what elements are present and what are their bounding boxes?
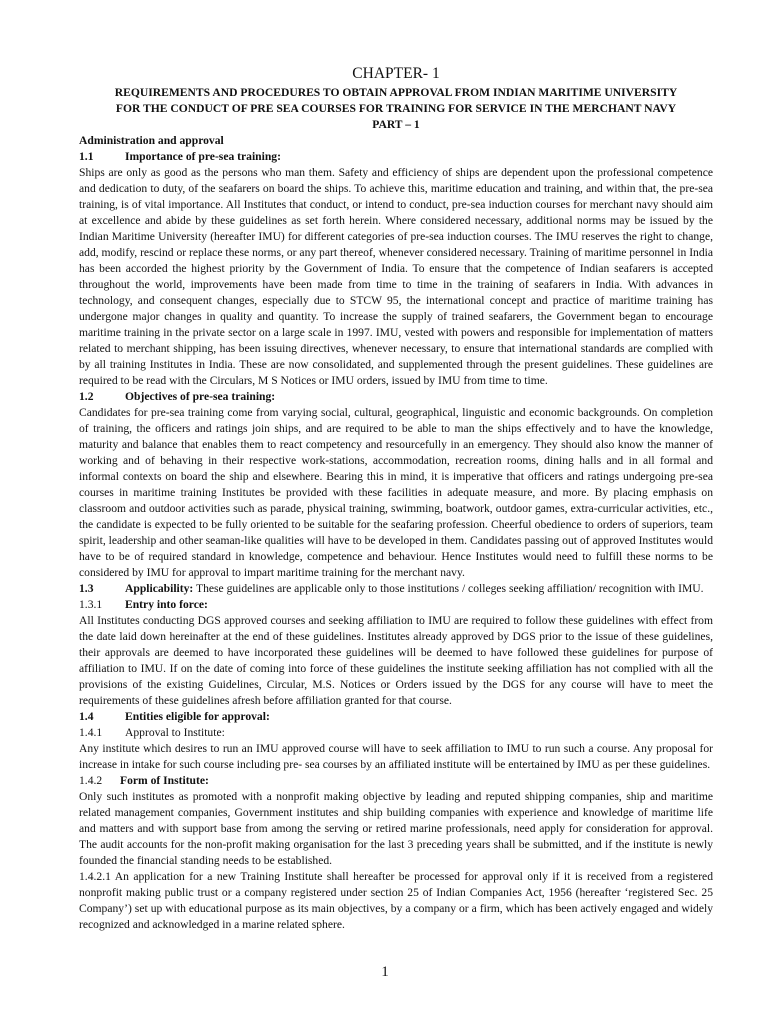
part-label: PART – 1	[372, 118, 420, 131]
page-number: 1	[381, 964, 389, 980]
heading-number: 1.4.2	[79, 774, 103, 787]
heading-1-4	[79, 709, 713, 725]
paragraph-1-2: Candidates for pre-sea training come from varying social, cultural, geographical, linguistic and economic backgrounds. On completion of training, the officers and ratings join ships, and are required to be able to man the ships effectively and to have the knowledge, maturity and balance that enables them to react competency and resourcefully in an emergency. They should also know the manner of working and of behaving in their respective work-stations, accommodation, recreation rooms, dining halls and in all formal and informal contexts on board the ship and elsewhere. Bearing this in mind, it is imperative that officers and ratings undergoing pre-sea courses in maritime training Institutes be provided with these facilities in adequate measure, and more. By placing emphasis on classroom and outdoor activities such as parade, physical training, swimming, boatwork, outdoor games, extra-curricular activities, etc., the candidate is expected to be fully oriented to be suitable for the seafaring profession. Cheerful obedience to orders of superiors, team spirit, leadership and other seaman-like qualities will have to be developed in them. Candidates passing out of approved Institutes would have to be of required standard in knowledge, competence and behaviour. Hence Institutes would need to fulfill these norms to be considered by IMU for approval to impart maritime training for the merchant navy.	[79, 406, 713, 579]
heading-number: 1.4	[79, 710, 94, 723]
heading-1-4-2	[79, 773, 713, 789]
paragraph-1-3-1: All Institutes conducting DGS approved courses and seeking affiliation to IMU are required to follow these guidelines with effect from the date laid down hereinafter at the end of these guidelines. Institutes already approved by DGS prior to the issue of these guidelines, their approvals are deemed to have incorporated these guidelines will be deemed to have followed these guidelines for purpose of affiliation to IMU. If on the date of coming into force of these guidelines the institute seeking affiliation has not complied with all the provisions of the existing Guidelines, Circular, M.S. Notices or Orders issued by the DGS for any course will have to meet the requirements of these guidelines afresh before affiliation granted for that course.	[79, 614, 713, 707]
heading-title: Entry into force:	[125, 598, 208, 611]
paragraph-1-4-1: Any institute which desires to run an IMU approved course will have to seek affiliation to IMU to run such a course. Any proposal for increase in intake for such course including pre- sea courses by an affiliated institute will be entertained by IMU as per these guidelines.	[79, 742, 713, 771]
heading-title: Form of Institute:	[120, 774, 209, 787]
paragraph-1-1: Ships are only as good as the persons who man them. Safety and efficiency of ships are dependent upon the professional competence and dedication to duty, of the seafarers on board the ships. To achieve this, maritime education and training, and within that, the pre-sea training, is of vital importance. All Institutes that conduct, or intend to conduct, pre-sea induction courses for merchant navy should aim at excellence and abide by these guidelines as set forth herein. Where considered necessary, additional norms may be issued by the Indian Maritime University (hereafter IMU) for different categories of pre-sea induction courses. The IMU reserves the right to change, add, modify, rescind or replace these norms, or any part thereof, whenever considered necessary. Training of maritime personnel in India has been accorded the highest priority by the Government of India. To ensure that the competence of Indian seafarers is accepted throughout the world, improvements have been made from time to time in the training of seafarers in India. With advances in technology, and consequent changes, especially due to STCW 95, the international concept and practice of maritime training has undergone major changes in quality and quantity. To increase the supply of trained seafarers, the Government began to encourage maritime training in the private sector on a large scale in 1997. IMU, vested with powers and responsible for implementation of matters related to merchant shipping, has been issuing directives, whenever necessary, to ensure that international standards are complied with by all training Institutes in India. These are now consolidated, and supplemented through the present guidelines. These guidelines are required to be read with the Circulars, M S Notices or IMU orders, issued by IMU from time to time.	[79, 166, 714, 387]
chapter-title: CHAPTER- 1	[352, 65, 440, 82]
heading-1-4-1	[79, 725, 713, 741]
document-title-line-1: REQUIREMENTS AND PROCEDURES TO OBTAIN APPROVAL FROM INDIAN MARITIME UNIVERSITY	[114, 86, 678, 99]
heading-title: Entities eligible for approval:	[125, 710, 270, 723]
heading-number: 1.3	[79, 582, 94, 595]
heading-title: Importance of pre-sea training:	[125, 150, 281, 163]
section-heading-administration: Administration and approval	[79, 134, 224, 147]
paragraph-1-4-2: Only such institutes as promoted with a nonprofit making objective by leading and reputed shipping companies, ship and maritime related management companies, Government institutes and ship building companies with experience and knowledge of maritime life and matters and with support base from among the serving or retired marine professionals, need apply for consideration for approval. The audit accounts for the non-profit making organisation for the last 3 preceding years shall be submitted, and if the institute is newly founded the financial standing needs to be established.	[79, 790, 713, 867]
paragraph-1-4-2-1: 1.4.2.1 An application for a new Training Institute shall hereafter be processed for approval only if it is received from a registered nonprofit making public trust or a company registered under section 25 of Indian Companies Act, 1956 (hereafter ‘registered Sec. 25 Company’) set up with educational purpose as its main objectives, by a company or a firm, which has been actively engaged and widely recognized and acknowledged in a marine related sphere.	[79, 870, 713, 931]
heading-number: 1.1	[79, 150, 94, 163]
heading-title: Applicability:	[125, 582, 194, 595]
heading-number: 1.2	[79, 390, 94, 403]
document-page	[79, 64, 713, 933]
heading-1-2	[79, 389, 713, 405]
heading-title: Objectives of pre-sea training:	[125, 390, 276, 403]
heading-number: 1.4.1	[79, 726, 103, 739]
heading-1-1	[79, 149, 713, 165]
paragraph-1-3: These guidelines are applicable only to those institutions / colleges seeking affiliation/ recognition with IMU.	[193, 582, 704, 595]
heading-1-3-1	[79, 597, 713, 613]
heading-number: 1.3.1	[79, 598, 103, 611]
document-title-line-2: FOR THE CONDUCT OF PRE SEA COURSES FOR TRAINING FOR SERVICE IN THE MERCHANT NAVY	[115, 102, 677, 115]
heading-title: Approval to Institute:	[125, 726, 225, 739]
heading-1-3	[79, 581, 713, 597]
